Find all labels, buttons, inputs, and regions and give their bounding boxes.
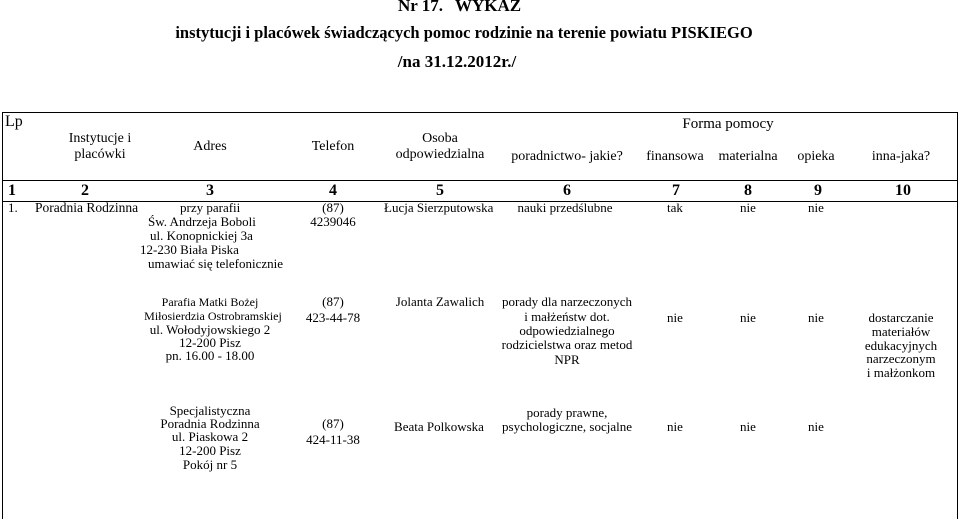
care-value: nie xyxy=(808,200,824,215)
address-line: Specjalistyczna xyxy=(169,403,251,418)
address-line: 12-230 Biała Piska xyxy=(140,242,239,257)
care-value: nie xyxy=(808,419,824,434)
other-help-line: materiałów xyxy=(871,324,931,339)
header-institution-line: Instytucje i xyxy=(68,131,132,146)
row-lp: 1. xyxy=(8,200,18,215)
row-institution: Poradnia Rodzinna xyxy=(35,200,139,215)
address-line: 12-200 Pisz xyxy=(179,443,241,458)
material-value: nie xyxy=(740,310,756,325)
counseling-line: nauki przedślubne xyxy=(517,200,613,215)
list-title: WYKAZ xyxy=(455,0,522,15)
header-other: inna-jaka? xyxy=(871,149,931,164)
phone-line: (87) xyxy=(322,200,344,215)
address-line: Poradnia Rodzinna xyxy=(160,416,260,431)
table-border-left xyxy=(2,112,3,519)
financial-value: tak xyxy=(667,200,683,215)
header-person-line: Osoba xyxy=(422,131,458,146)
table-border-header xyxy=(2,180,958,181)
address-line: umawiać się telefonicznie xyxy=(148,256,283,271)
responsible-person: Jolanta Zawalich xyxy=(395,294,485,309)
header-address: Adres xyxy=(193,139,227,154)
address-line: przy parafii xyxy=(180,200,241,215)
counseling-line: odpowiedzialnego xyxy=(519,323,615,338)
address-line: ul. Wołodyjowskiego 2 xyxy=(149,322,271,337)
financial-value: nie xyxy=(667,419,683,434)
phone-line: 4239046 xyxy=(310,214,356,229)
column-number: 4 xyxy=(329,182,337,199)
header-institution-line: placówki xyxy=(74,147,126,162)
responsible-person: Łucja Sierzputowska xyxy=(384,200,494,215)
column-number: 10 xyxy=(895,182,911,199)
header-help-form: Forma pomocy xyxy=(682,116,774,132)
column-number: 2 xyxy=(81,182,89,199)
address-line: pn. 16.00 - 18.00 xyxy=(165,348,255,363)
column-number: 7 xyxy=(672,182,680,199)
header-care: opieka xyxy=(797,149,835,164)
address-line: ul. Piaskowa 2 xyxy=(171,429,249,444)
care-value: nie xyxy=(808,310,824,325)
counseling-line: i małżeństw dot. xyxy=(524,309,610,324)
document-date: /na 31.12.2012r./ xyxy=(397,52,517,71)
material-value: nie xyxy=(740,419,756,434)
column-number: 3 xyxy=(206,182,214,199)
other-help-line: narzeczonym xyxy=(866,351,936,366)
phone-line: 423-44-78 xyxy=(305,310,361,325)
counseling-line: psychologiczne, socjalne xyxy=(502,419,632,434)
address-line: 12-200 Pisz xyxy=(179,335,241,350)
phone-line: 424-11-38 xyxy=(306,432,360,447)
document-subtitle: instytucji i placówek świadczących pomoc rodzinie na terenie powiatu PISKIEGO xyxy=(175,23,753,42)
header-lp: Lp xyxy=(5,113,23,130)
header-financial: finansowa xyxy=(646,149,704,164)
counseling-line: rodzicielstwa oraz metod xyxy=(501,337,633,352)
other-help-line: edukacyjnych xyxy=(864,338,938,353)
counseling-line: porady dla narzeczonych xyxy=(502,294,632,309)
responsible-person: Beata Polkowska xyxy=(394,419,484,434)
header-phone: Telefon xyxy=(311,139,355,154)
table-border-top xyxy=(2,112,958,113)
column-number: 6 xyxy=(563,182,571,199)
counseling-line: porady prawne, xyxy=(526,405,608,420)
phone-line: (87) xyxy=(322,294,344,309)
column-number: 9 xyxy=(814,182,822,199)
address-line: Parafia Matki Bożej xyxy=(161,295,259,309)
financial-value: nie xyxy=(667,310,683,325)
column-number: 8 xyxy=(744,182,752,199)
other-help-line: i małżonkom xyxy=(866,365,936,380)
address-line: Św. Andrzeja Boboli xyxy=(148,214,256,229)
address-line: Pokój nr 5 xyxy=(182,457,238,472)
list-number: Nr 17. xyxy=(398,0,444,15)
header-person-line: odpowiedzialna xyxy=(395,147,485,162)
header-counseling: poradnictwo- jakie? xyxy=(511,149,623,164)
material-value: nie xyxy=(740,200,756,215)
table-border-right xyxy=(957,112,958,519)
column-number: 1 xyxy=(8,182,16,199)
address-line: ul. Konopnickiej 3a xyxy=(150,228,253,243)
header-material: materialna xyxy=(718,149,778,164)
column-number: 5 xyxy=(436,182,444,199)
counseling-line: NPR xyxy=(554,352,580,367)
address-line: Miłosierdzia Ostrobramskiej xyxy=(144,309,282,323)
phone-line: (87) xyxy=(322,416,344,431)
other-help-line: dostarczanie xyxy=(868,310,934,325)
